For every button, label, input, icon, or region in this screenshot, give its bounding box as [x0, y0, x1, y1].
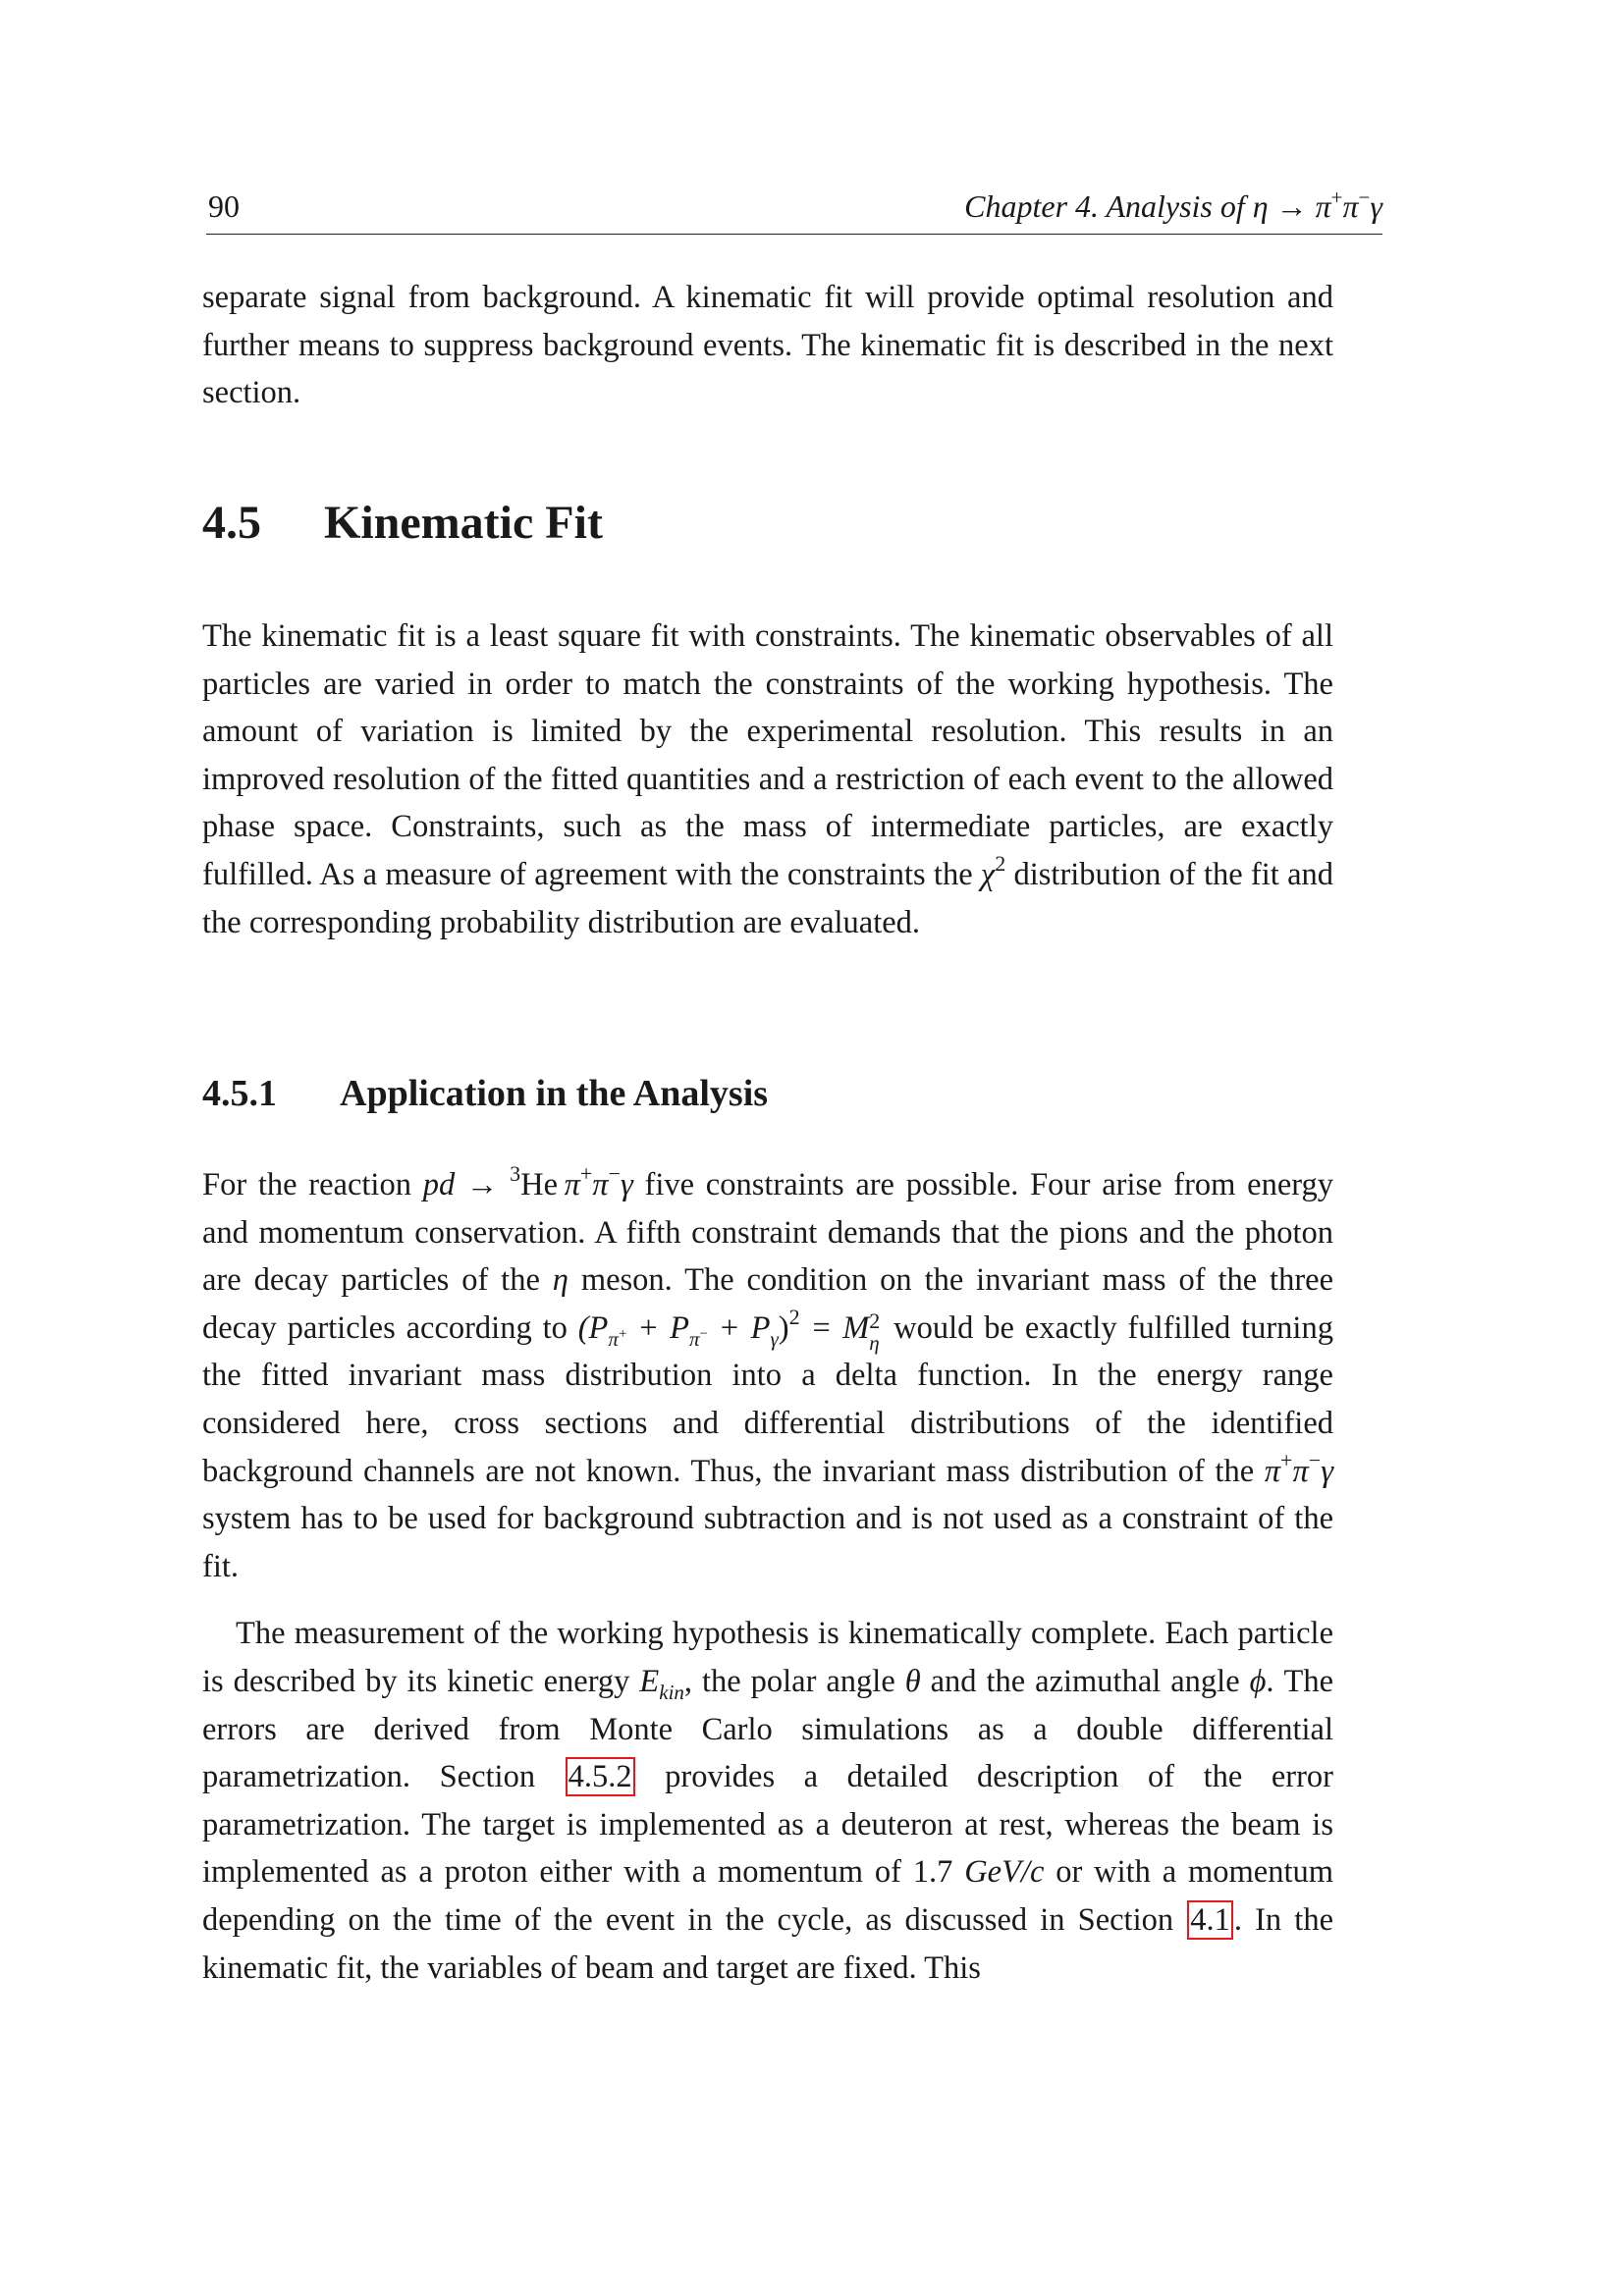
text: provides a detailed description of the error parametrization. The target is implemented as a deuteron at rest, whereas the beam is implemented as a proton either with a momentum of 1.7: [202, 1759, 1333, 1891]
phi: ϕ: [1249, 1663, 1267, 1699]
chapter-sup2: −: [1358, 186, 1371, 209]
section-title: Kinematic Fit: [324, 497, 603, 549]
chapter-pi2: π: [1342, 188, 1359, 224]
text: , the polar angle: [683, 1663, 905, 1699]
text: For the reaction: [202, 1167, 423, 1202]
pi: π: [592, 1167, 609, 1202]
paragraph-reaction: For the reaction pd → $^3$He π+π−γ five constraints are possible. Four arise from energy and momentum conservation. A fifth constraint demands that the pions and the photon are decay particles of the η meson. The condition on the invariant mass of the three decay particles according to $(P_{\pi^+} + P_{\pi^-} + P_\gamma)^2 = M$ 2 η would be exactly fulfilled turning the fitted invariant mass distribution into a delta function. In the energy range considered here, cross sections and differential distributions of the identified background channels are not known. Thus, the invariant mass distribution of the π+π−γ system has to be used for background subtraction and is not used as a constraint of the fit.: [202, 1161, 1334, 1584]
eq-equals: = M: [799, 1309, 870, 1346]
plus: +: [1280, 1447, 1293, 1472]
text: . In the kinematic fit, the variables of beam and target are fixed. This: [202, 1901, 1333, 1986]
text: and the azimuthal angle: [920, 1663, 1250, 1699]
page-number: 90: [208, 188, 240, 224]
section-paragraph-block: [202, 613, 1333, 946]
paragraph-measurement: [202, 1610, 1333, 1992]
gamma: γ: [621, 1167, 633, 1202]
plus: +: [579, 1161, 593, 1186]
subsection-heading: [202, 1072, 768, 1115]
intro-paragraph: separate signal from background. A kinematic fit will provide optimal resolution and further means to suppress background events. The kinematic fit is described in the next section.: [202, 280, 1333, 411]
section-text-2: distribution of the fit and the corresponding probability distribution are evaluated.: [202, 856, 1333, 940]
text: meson. The condition on the invariant mass of the three decay particles according to: [202, 1262, 1333, 1346]
text: system has to be used for background subtraction and is not used as a constraint of the fit.: [202, 1501, 1333, 1584]
chapter-eta: η: [1252, 188, 1269, 224]
he: He: [520, 1167, 559, 1202]
intro-paragraph-block: [202, 274, 1333, 417]
chi-exponent: 2: [995, 850, 1006, 876]
section-link-4-1[interactable]: 4.1: [1187, 1900, 1233, 1940]
pi: π: [564, 1167, 580, 1202]
chapter-pi1: π: [1315, 188, 1331, 224]
chi-symbol: χ: [980, 856, 996, 892]
subsection-number: 4.5.1: [202, 1073, 277, 1114]
running-header: [206, 188, 1382, 235]
eq-sub: π: [608, 1326, 619, 1351]
e-kin: E: [639, 1663, 660, 1699]
he-mass: 3: [510, 1161, 521, 1186]
minus: −: [608, 1161, 621, 1186]
eq-sub-sup: −: [699, 1325, 708, 1342]
gamma: γ: [1321, 1453, 1333, 1489]
arrow: →: [455, 1167, 511, 1202]
text: would be exactly fulfilled turning the fitted invariant mass distribution into a delta function. In the energy range considered here, cross sections and differential distributions of the identified background channels are not known. Thus, the invariant mass distribution of the: [202, 1309, 1333, 1489]
eq-plus: + P: [626, 1309, 689, 1346]
section-paragraph: [202, 613, 1333, 946]
section-text-1: The kinematic fit is a least square fit with constraints. The kinematic observables of all particles are varied in order to match the constraints of the working hypothesis. The amount of variation is limited by the experimental resolution. This results in an improved resolution of the fitted quantities and a restriction of each event to the allowed phase space. Constraints, such as the mass of intermediate particles, are exactly fulfilled. As a measure of agreement with the constraints the: [202, 618, 1333, 892]
pi: π: [1292, 1453, 1309, 1489]
chapter-title: [964, 188, 1382, 225]
chapter-gamma: γ: [1370, 188, 1382, 224]
text: five constraints are possible. Four arise from energy and momentum conservation. A fifth constraint demands that the pions and the photon are decay particles of the: [202, 1167, 1334, 1299]
subsection-paragraphs: [202, 1161, 1333, 1992]
text: . The errors are derived from Monte Carlo simulations as a double differential parametrization. Section: [202, 1663, 1334, 1795]
chapter-sup1: +: [1330, 186, 1343, 209]
eq-close: ): [778, 1309, 789, 1346]
section-link-4-5-2[interactable]: 4.5.2: [566, 1757, 635, 1796]
eta: η: [552, 1262, 568, 1299]
pi: π: [1264, 1453, 1281, 1489]
unit: GeV/c: [964, 1854, 1045, 1891]
chapter-arrow: →: [1275, 188, 1308, 224]
e-kin-sub: kin: [659, 1680, 684, 1704]
section-heading: [202, 496, 603, 550]
section-number: 4.5: [202, 497, 261, 549]
chapter-prefix: Chapter 4. Analysis of: [964, 188, 1245, 224]
text: The measurement of the working hypothesis is kinematically complete. Each particle is described by its kinetic energy: [202, 1616, 1333, 1699]
theta: θ: [904, 1663, 921, 1699]
eq-sub-sup: +: [618, 1325, 627, 1342]
eq-exp: 2: [788, 1304, 800, 1329]
eq-plus: + P: [707, 1309, 771, 1346]
eq-open: (P: [577, 1309, 609, 1346]
minus: −: [1308, 1447, 1322, 1472]
text: or with a momentum depending on the time of the event in the cycle, as discussed in Section: [202, 1854, 1334, 1938]
eq-sub: γ: [770, 1326, 779, 1351]
subsection-title: Application in the Analysis: [340, 1073, 769, 1114]
eq-sub: π: [688, 1326, 700, 1351]
math-pd: pd: [422, 1167, 456, 1202]
